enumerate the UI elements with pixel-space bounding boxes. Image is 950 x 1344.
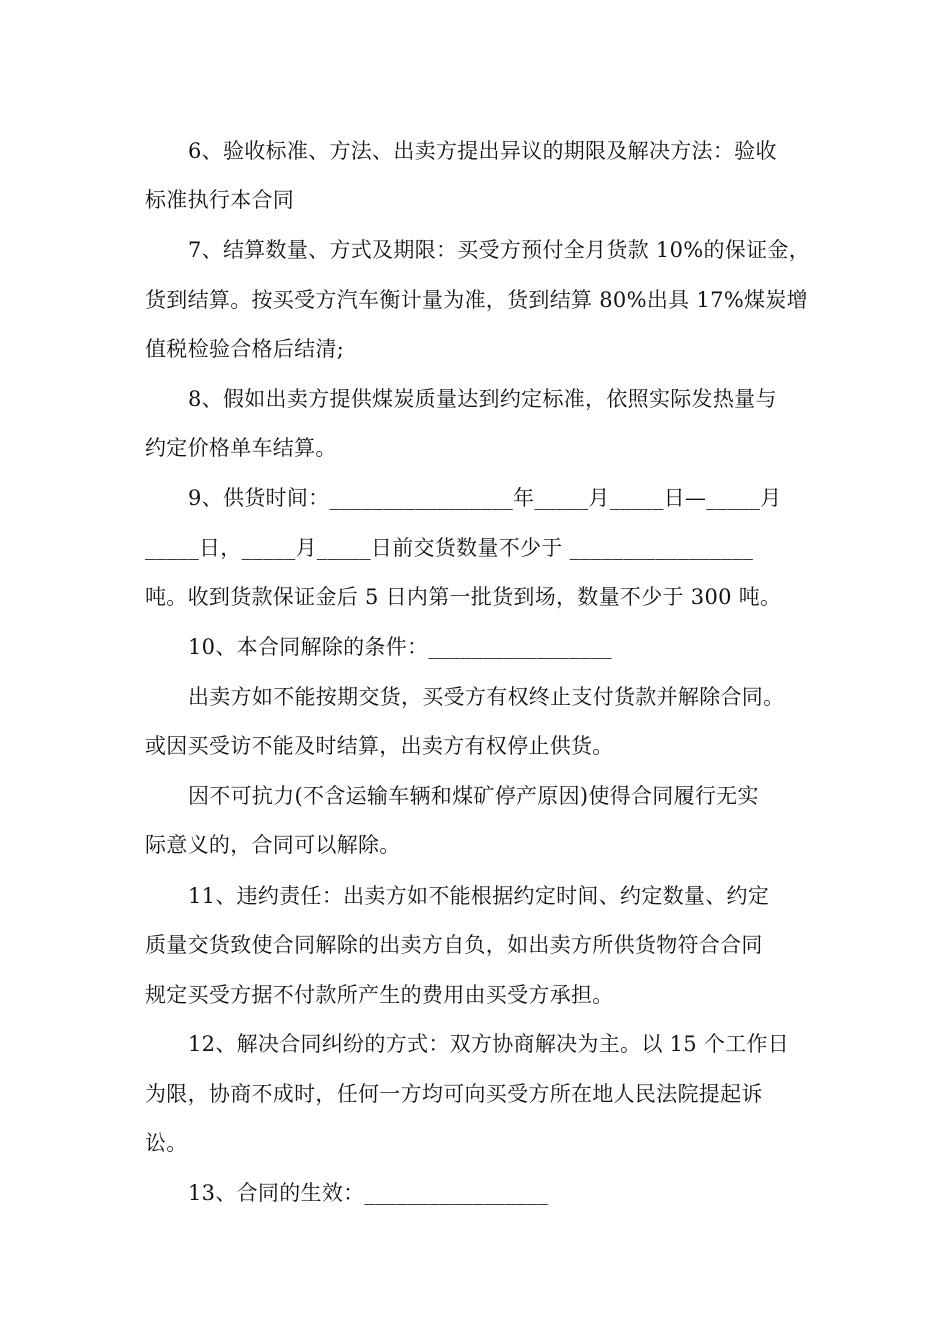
clause-10-para-1-line-1: 出卖方如不能按期交货，买受方有权终止支付货款并解除合同。 [188,685,785,709]
clause-7-line-1: 7、结算数量、方式及期限：买受方预付全月货款 10%的保证金， [188,238,811,262]
clause-8-line-1: 8、假如出卖方提供煤炭质量达到约定标准，依照实际发热量与 [188,387,777,411]
clause-12-line-3: 讼。 [145,1131,188,1155]
clause-7-line-2: 货到结算。按买受方汽车衡计量为准，货到结算 80%出具 17%煤炭增 [145,288,808,312]
clause-11-line-3: 规定买受方据不付款所产生的费用由买受方承担。 [145,983,614,1007]
clause-10-para-1-line-2: 或因买受访不能及时结算，出卖方有权停止供货。 [145,734,614,758]
clause-6-line-1: 6、验收标准、方法、出卖方提出异议的期限及解决方法：验收 [188,139,777,163]
clause-10-line-1: 10、本合同解除的条件：_________________ [188,635,612,659]
clause-6-line-2: 标准执行本合同 [145,188,295,212]
clause-9-line-1: 9、供货时间：_________________年_____月_____日—_____月 [188,486,782,510]
clause-11-line-1: 11、违约责任：出卖方如不能根据约定时间、约定数量、约定 [188,884,770,908]
clause-12-line-2: 为限，协商不成时，任何一方均可向买受方所在地人民法院提起诉 [145,1082,763,1106]
clause-7-line-3: 值税检验合格后结清; [145,337,345,361]
clause-10-para-2-line-2: 际意义的，合同可以解除。 [145,833,401,857]
clause-11-line-2: 质量交货致使合同解除的出卖方自负，如出卖方所供货物符合合同 [145,933,763,957]
clause-8-line-2: 约定价格单车结算。 [145,436,337,460]
clause-10-para-2-line-1: 因不可抗力(不含运输车辆和煤矿停产原因)使得合同履行无实 [188,784,759,808]
clause-9-line-3: 吨。收到货款保证金后 5 日内第一批货到场，数量不少于 300 吨。 [145,585,782,609]
clause-9-line-2: _____日，_____月_____日前交货数量不少于 _________________ [145,536,754,560]
clause-13-line-1: 13、合同的生效：_________________ [188,1181,549,1205]
clause-12-line-1: 12、解决合同纠纷的方式：双方协商解决为主。以 15 个工作日 [188,1032,790,1056]
